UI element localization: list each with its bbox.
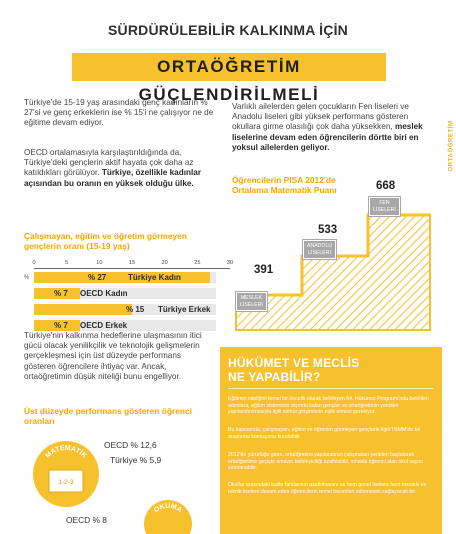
chart1-tick-label: 20	[161, 260, 168, 266]
chart1-category-label: Türkiye Erkek	[158, 305, 211, 314]
math-badge-text: MATEMATİK	[44, 444, 88, 460]
chart1-value-label: % 15	[126, 305, 145, 314]
chart1-value-label: % 7	[54, 321, 68, 330]
policy-list-item: Eğitimin niteliğini temel bir öncelik olarak belirleyen 64. Hükümet Programı'nda belirtilen adımlara, eğitim sisteminin dışında kalan gençler ve ortaöğretimin yeniden yapılandırılmasıyla ilgili somut girişimlerin eşlik etmesi gerekiyor.	[228, 396, 429, 416]
chart1-value-label: % 7	[54, 289, 68, 298]
chart1-row	[34, 288, 216, 299]
policy-box-title	[228, 356, 359, 384]
chart1-tick-label: 15	[128, 260, 136, 266]
pisa-score-label: 391	[254, 264, 274, 276]
chart1-tick-label: 10	[96, 260, 103, 266]
chart1-tick-label: 30	[226, 260, 234, 266]
intro-paragraph: Türkiye'de 15-19 yaş arasındaki genç kadınların % 27'si ve genç erkeklerin ise % 15'i ne çalışıyor ne de eğitime devam ediyor.	[24, 98, 214, 128]
oecd-paragraph-text: OECD ortalamasıyla karşılaştırıldığında da, Türkiye'deki gençlerin aktif hayata çok daha az katıldıkları görülüyor.	[24, 148, 194, 178]
wealth-paragraph	[232, 102, 438, 153]
chart1-category-label: OECD Kadın	[80, 289, 128, 298]
reading-oecd-rate: OECD % 8	[66, 515, 107, 525]
math-badge-icon	[30, 438, 102, 510]
pisa-school-type-tag	[236, 292, 267, 311]
math-turkey-rate: Türkiye % 5,9	[110, 455, 162, 465]
pisa-school-type-word: LİSELERİ	[373, 206, 396, 213]
side-label-text: ORTAÖĞRETİM	[448, 120, 455, 172]
policy-list-item: Okullar arasındaki kalite farklarının azaltılmasını ve hem genel liselere hem mesleki ve teknik liselere devam eden öğrencilerin temel becerileri edinmesini sağlayacak bir	[228, 482, 427, 495]
innovation-paragraph: Türkiye'nin kalkınma hedeflerine ulaşmasının itici gücü olacak yenilikçilik ve teknolojik gelişmelerin gerçekleşmesi için üst düzeyde performans gösteren öğrencilere ihtiyaç var. Ancak, ortaöğretimin düşük niteliği bunu engelliyor.	[24, 331, 202, 381]
pisa-chart-heading: Öğrencilerin PISA 2012'de Ortalama Matematik Puanı	[232, 175, 337, 195]
reading-badge-icon	[144, 500, 192, 534]
wealth-paragraph-text: Varlıklı ailelerden gelen çocukların Fen liseleri ve Anadolu liseleri gibi yüksek performans gösteren okullara girme olasılığı çok daha yüksekken,	[232, 102, 409, 132]
pisa-school-type-word: FEN	[379, 200, 390, 206]
pisa-school-type-word: ANADOLU	[307, 243, 333, 249]
pisa-score-label: 668	[376, 180, 396, 192]
wealth-paragraph-emphasis: meslek liselerine devam eden öğrencilerin dörtte biri en yoksul ailelerden geliyor.	[232, 122, 423, 152]
chart1-tick-label: 5	[65, 260, 69, 266]
math-oecd-rate: OECD % 12,6	[104, 440, 157, 450]
policy-list-item: 2012'de yürürlüğe giren, ortaöğretimi yapılandıran çalışmaları yeniden başlatarak ortaöğretime geçişte sınavın belirleyiciliği azaltılabilir, sınavla öğrenci alan okul sayısı sınırlanabilir.	[228, 452, 423, 472]
chart2-heading: Üst düzeyde performans gösteren öğrenci oranları	[24, 406, 193, 426]
oecd-paragraph-emphasis: Türkiye, özellikle kadınlar açısından bu oranın en yüksek olduğu ülke.	[24, 168, 202, 188]
title-banner	[72, 53, 386, 104]
pisa-school-type-tag	[303, 240, 336, 259]
percent-axis-mark: %	[24, 275, 30, 281]
chart1-value-label: % 27	[88, 273, 107, 282]
chart1-tick-label: 0	[32, 260, 36, 266]
chart1-row	[34, 320, 216, 331]
chart1-heading: Çalışmayan, eğitim ve öğretim görmeyen gençlerin oranı (15-19 yaş)	[24, 231, 187, 251]
side-section-label	[446, 97, 454, 172]
chart1-tick-label: 25	[194, 260, 201, 266]
pisa-school-type-tag	[369, 197, 400, 216]
pisa-score-label: 533	[318, 224, 338, 236]
policy-box-title-line2: NE YAPABİLİR?	[228, 370, 321, 384]
policy-box-divider	[228, 388, 434, 389]
math-badge-sub: 1-2-3	[58, 479, 74, 486]
page-title: ORTAÖĞRETİM GÜÇLENDİRİLMELİ	[138, 57, 320, 104]
chart1-category-label: OECD Erkek	[80, 321, 128, 330]
policy-box-title-line1: HÜKÜMET VE MECLİS	[228, 356, 360, 370]
chart1-bar	[34, 272, 210, 283]
reading-badge-text: OKUMA	[153, 502, 184, 515]
chart1-axis	[34, 268, 230, 269]
policy-list-item: Bu kapsamda, çalışmayan, eğitim ve öğrenim görmeyen gençlerle ilgili TBMM'de bir araştırma komisyonu kurulabilir.	[228, 427, 421, 440]
chart1-row	[34, 304, 216, 315]
pisa-school-type-word: LİSELERİ	[308, 249, 331, 256]
pisa-school-type-word: LİSELERİ	[240, 301, 263, 308]
chart1-bar	[34, 304, 132, 315]
chart1-row	[34, 272, 216, 283]
chart1-category-label: Türkiye Kadın	[128, 273, 181, 282]
pisa-school-type-word: MESLEK	[240, 295, 262, 301]
supertitle: SÜRDÜRÜLEBİLİR KALKINMA İÇİN	[108, 22, 348, 38]
oecd-paragraph	[24, 148, 216, 189]
